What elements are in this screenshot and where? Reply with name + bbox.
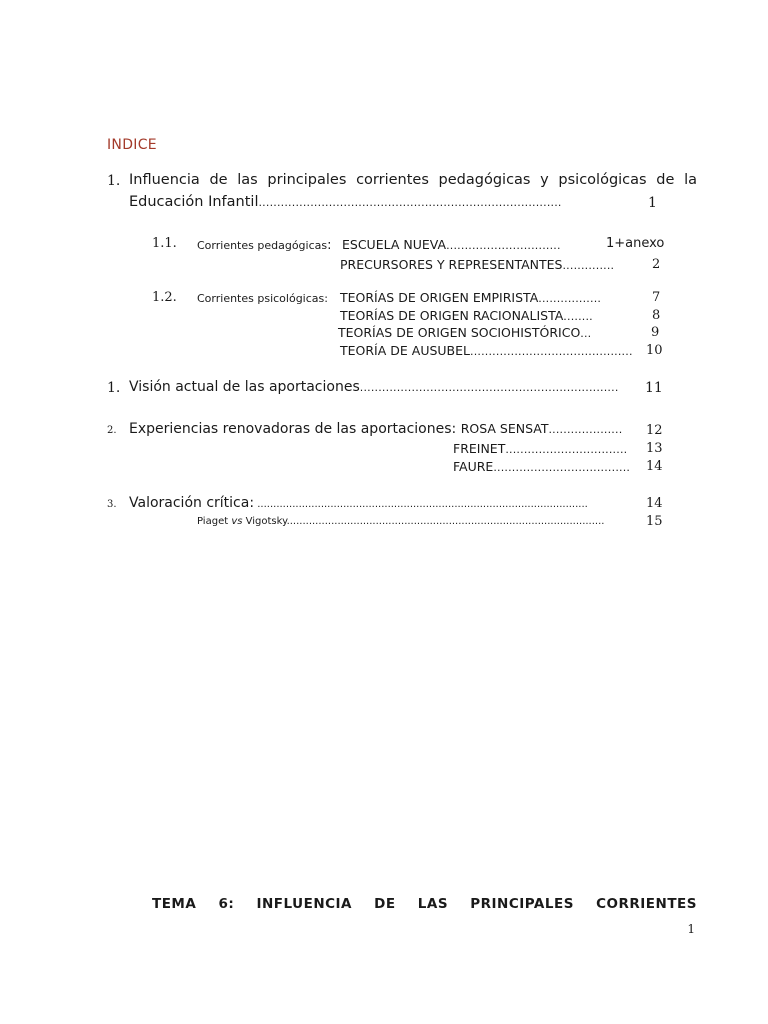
heading-word: INFLUENCIA (256, 896, 352, 912)
sub2-entry-4-page: 10 (646, 343, 663, 358)
dot-leader: ................. (538, 292, 602, 305)
word: corrientes (356, 172, 429, 188)
entry-text: ROSA SENSAT (460, 421, 549, 436)
entry-text: TEORÍA DE AUSUBEL (340, 343, 470, 358)
item3-entry-3-page: 14 (646, 459, 663, 474)
item2-line (129, 379, 619, 395)
item3-number: 2. (107, 425, 117, 436)
item3-entry-1-page: 12 (646, 423, 663, 438)
sub1-entry-1 (342, 237, 561, 252)
sub1-entry-1-page: 1+anexo (606, 236, 665, 251)
item4-page: 14 (646, 496, 663, 511)
sub2-entry-2-page: 8 (652, 308, 661, 323)
dot-leader: ........ (563, 310, 593, 323)
item1-line2 (129, 194, 562, 210)
item2-text: Visión actual de las aportaciones (129, 379, 360, 395)
sub2-label: Corrientes psicológicas: (197, 292, 328, 305)
item1-line1 (129, 172, 697, 188)
entry-text: FREINET (453, 441, 506, 456)
word: psicológicas (558, 172, 647, 188)
dot-leader: ............................................ (470, 345, 633, 358)
item3-text: Experiencias renovadoras de las aportaciones: (129, 421, 461, 437)
sub2-entry-4 (340, 343, 633, 358)
dot-leader: .................................................................................................... (286, 516, 605, 527)
item4-number: 3. (107, 499, 117, 510)
entry-text: PRECURSORES Y REPRESENTANTES (340, 257, 563, 272)
item4-sub (197, 516, 604, 527)
dot-leader: ............................... (446, 239, 561, 252)
dot-leader: ...................................................................... (359, 381, 619, 394)
item4-sub-text-b: Vigotsky (242, 516, 287, 527)
dot-leader: ... (580, 327, 592, 340)
sub1-label (197, 238, 332, 253)
item4-sub-text-a: Piaget (197, 516, 232, 527)
item2-number: 1. (107, 380, 121, 396)
item3-entry-2 (453, 441, 627, 456)
dot-leader: ................................. (505, 443, 628, 456)
entry-text: TEORÍAS DE ORIGEN SOCIOHISTÓRICO (338, 325, 581, 340)
chapter-heading (152, 896, 697, 912)
sub2-entry-1-page: 7 (652, 290, 661, 305)
item4-text: Valoración crítica: (129, 495, 255, 511)
dot-leader: ........................................................................................................ (254, 499, 588, 510)
item1-page: 1 (648, 195, 657, 211)
item1-line2-text: Educación Infantil (129, 194, 259, 210)
dot-leader: ..................................... (493, 461, 631, 474)
word: las (237, 172, 258, 188)
item4-line (129, 495, 588, 511)
dot-leader: .................................................................................. (258, 196, 562, 209)
index-title: INDICE (107, 137, 157, 153)
heading-word: TEMA (152, 896, 197, 912)
heading-word: CORRIENTES (596, 896, 697, 912)
word: pedagógicas (438, 172, 531, 188)
word: de (656, 172, 675, 188)
item3-entry-2-page: 13 (646, 441, 663, 456)
heading-word: DE (374, 896, 396, 912)
page-number: 1 (687, 922, 695, 936)
heading-word: 6: (218, 896, 235, 912)
item3-entry-3 (453, 459, 630, 474)
sub2-entry-2 (340, 308, 593, 323)
sub1-label-text: Corrientes pedagógicas (197, 239, 328, 252)
heading-word: LAS (417, 896, 449, 912)
entry-text: ESCUELA NUEVA (342, 237, 447, 252)
item2-page: 11 (645, 380, 663, 396)
sub1-entry-2-page: 2 (652, 257, 661, 272)
sub1-number: 1.1. (152, 236, 177, 251)
item3-line (129, 421, 622, 437)
entry-text: FAURE (453, 459, 494, 474)
entry-text: TEORÍAS DE ORIGEN RACIONALISTA (340, 308, 564, 323)
item4-sub-vs: vs (231, 516, 243, 527)
sub1-entry-2 (340, 257, 614, 272)
entry-text: TEORÍAS DE ORIGEN EMPIRISTA (340, 290, 539, 305)
word: la (684, 172, 697, 188)
word: Influencia (129, 172, 200, 188)
dot-leader: .................... (548, 423, 623, 436)
dot-leader: .............. (562, 259, 615, 272)
word: principales (267, 172, 347, 188)
heading-word: PRINCIPALES (470, 896, 574, 912)
sub2-entry-3-page: 9 (651, 325, 660, 340)
word: y (540, 172, 549, 188)
item1-number: 1. (107, 173, 121, 189)
sub2-entry-1 (340, 290, 601, 305)
sub2-number: 1.2. (152, 290, 177, 305)
word: de (209, 172, 228, 188)
item4-sub-page: 15 (646, 514, 663, 529)
sub1-colon: : (327, 238, 332, 253)
sub2-entry-3 (338, 325, 591, 340)
